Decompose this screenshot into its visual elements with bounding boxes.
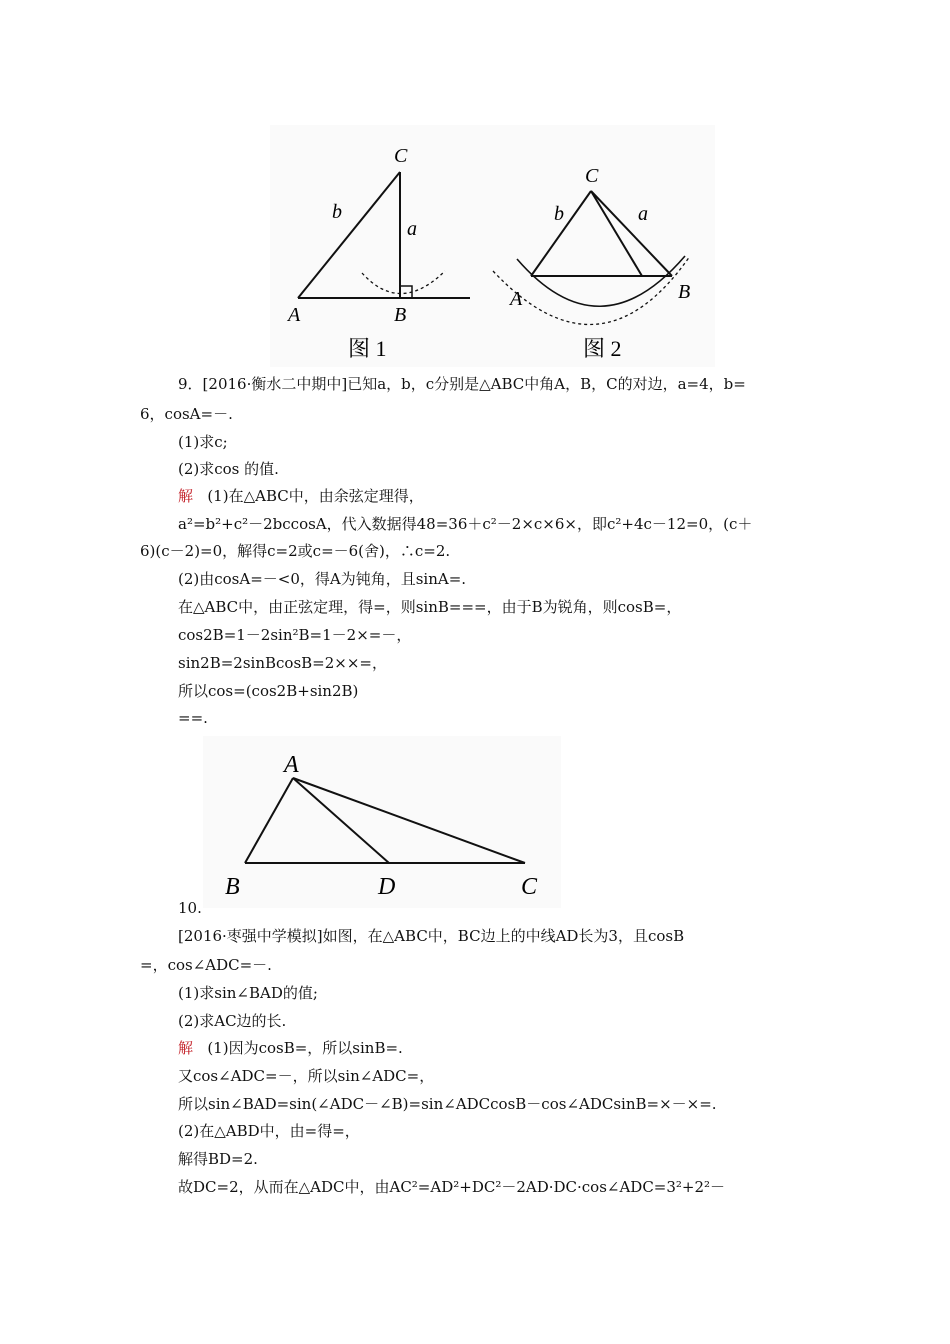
fig3-side-AC [293,778,525,863]
fig2-label-C: C [585,165,599,187]
fig3-label-A: A [284,752,299,778]
problem9-solution-line-5: 在△ABC中，由正弦定理，得=，则sinB===，由于B为锐角，则cosB=， [178,598,682,616]
figure-1-2-svg [270,125,715,367]
figure-3-svg [203,736,561,908]
problem10-solution-line-1 [178,1038,403,1058]
problem9-solution-line-9: ==. [178,709,208,727]
figure-3 [203,736,561,908]
solution-mark: 解 [178,487,194,505]
fig3-label-B: B [225,874,240,900]
problem9-line-3: (1)求c; [178,433,228,451]
problem10-line-3: (1)求sin∠BAD的值; [178,984,318,1002]
fig2-label-B: B [678,281,691,303]
fig3-label-C: C [521,874,538,900]
problem10-solution-line-4: (2)在△ABD中，由=得=， [178,1122,360,1140]
fig1-side-b [298,172,400,298]
fig1-label-b: b [332,201,342,223]
problem9-solution-line-1 [178,486,424,506]
problem9-line-1: 9．[2016·衡水二中期中]已知a，b，c分别是△ABC中角A，B，C的对边，a=4，b= [178,375,746,393]
problem9-line-4: (2)求cos 的值. [178,460,279,478]
fig1-arc [362,271,445,294]
fig1-caption: 图 1 [348,336,387,361]
fig1-label-B: B [394,304,407,326]
problem9-solution-line-2: a²=b²+c²－2bccosA，代入数据得48=36＋c²－2×c×6×，即c²+4c－12=0，(c＋ [178,515,753,533]
fig2-caption: 图 2 [583,336,622,361]
problem10-solution-line-2: 又cos∠ADC=－，所以sin∠ADC=， [178,1067,435,1085]
problem10-solution-line-5: 解得BD=2. [178,1150,258,1168]
problem10-line-2: =，cos∠ADC=－. [140,956,272,974]
fig2-side-a2 [591,191,672,276]
fig2-label-a: a [638,203,648,225]
problem10-solution-line-6: 故DC=2，从而在△ADC中，由AC²=AD²+DC²－2AD·DC·cos∠ADC=3²+2²－ [178,1178,726,1196]
problem10-line-4: (2)求AC边的长. [178,1012,287,1030]
problem10-number: 10. [178,899,202,917]
solution-text: (1)在△ABC中，由余弦定理得， [207,487,424,505]
problem9-solution-line-8: 所以cos=(cos2B+sin2B) [178,682,359,700]
fig2-side-a1 [591,191,642,276]
solution-text: (1)因为cosB=，所以sinB=. [207,1039,403,1057]
fig1-label-A: A [288,304,301,326]
problem10-line-1: [2016·枣强中学模拟]如图，在△ABC中，BC边上的中线AD长为3，且cosB [178,927,685,945]
problem9-solution-line-3: 6)(c－2)=0，解得c=2或c=－6(舍)，∴c=2. [140,542,451,560]
problem9-solution-line-7: sin2B=2sinBcosB=2××=， [178,654,387,672]
problem9-solution-line-6: cos2B=1－2sin²B=1－2×=－， [178,626,412,644]
fig3-label-D: D [378,874,396,900]
problem9-solution-line-4: (2)由cosA=－<0，得A为钝角，且sinA=. [178,570,467,588]
fig1-label-C: C [394,145,408,167]
fig3-side-AB [245,778,293,863]
solution-mark: 解 [178,1039,194,1057]
fig2-label-b: b [554,203,564,225]
fig3-median-AD [293,778,389,863]
problem10-solution-line-3: 所以sin∠BAD=sin(∠ADC－∠B)=sin∠ADCcosB－cos∠ADCsinB=×－×=. [178,1095,717,1113]
figure-1-2 [270,125,715,367]
problem9-line-2: 6，cosA=－. [140,405,233,423]
fig1-label-a: a [407,218,417,240]
fig2-label-A: A [510,288,523,310]
